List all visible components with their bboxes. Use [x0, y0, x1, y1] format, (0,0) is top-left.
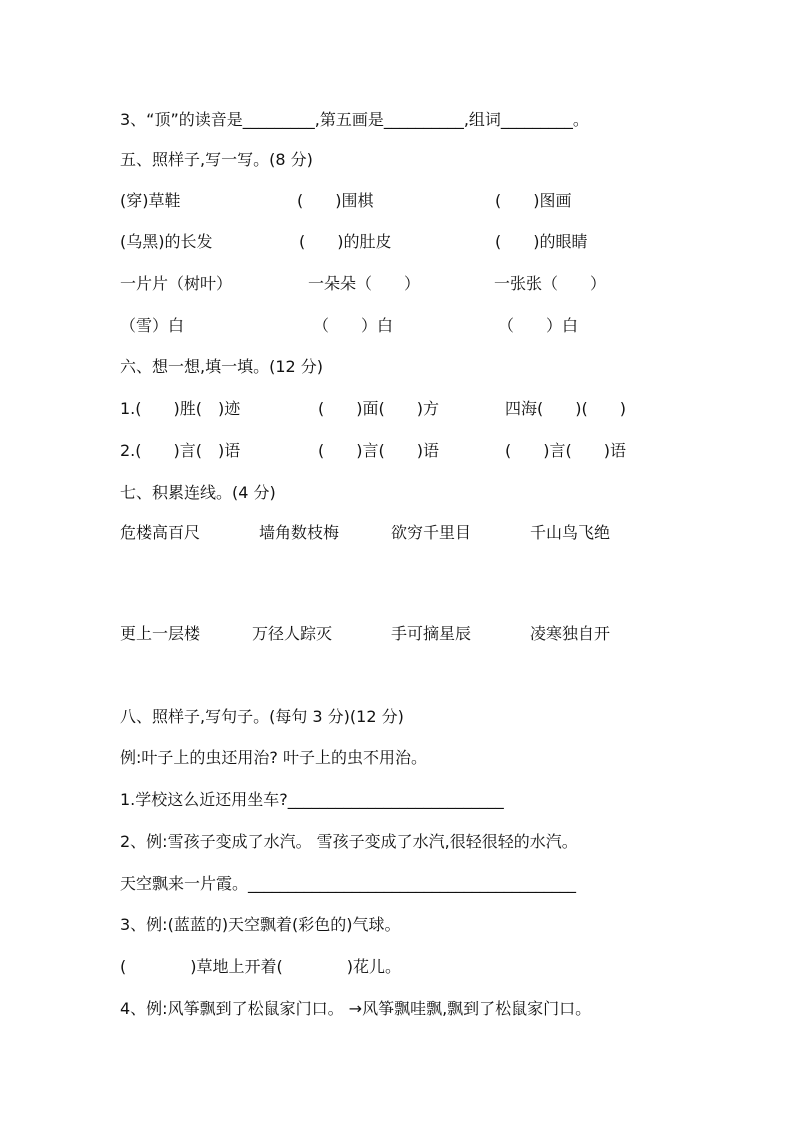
s8-q1: 1.学校这么近还用坐车?___________________________ [120, 790, 504, 809]
s6-r1-c3: 四海( )( ) [505, 399, 626, 418]
section-7-heading: 七、积累连线。(4 分) [120, 483, 276, 502]
s5-r1-c3: ( )图画 [495, 191, 572, 210]
s6-r1-c1: 1.( )胜( )迹 [120, 399, 241, 418]
s5-r2-c3: ( )的眼睛 [495, 232, 588, 251]
s8-q3-task: ( )草地上开着( )花儿。 [120, 957, 401, 976]
s6-r2-c1: 2.( )言( )语 [120, 441, 241, 460]
poem-line-bottom-3: 手可摘星辰 [391, 624, 472, 643]
poem-line-bottom-1: 更上一层楼 [120, 624, 201, 643]
s5-r2-c1: (乌黑)的长发 [120, 232, 213, 251]
poem-line-bottom-2: 万径人踪灭 [252, 624, 333, 643]
section-8-heading: 八、照样子,写句子。(每句 3 分)(12 分) [120, 707, 404, 726]
s5-r1-c2: ( )围棋 [297, 191, 374, 210]
s5-r2-c2: ( )的肚皮 [299, 232, 392, 251]
s5-r4-c3: （ ）白 [498, 316, 579, 335]
s5-r4-c1: （雪）白 [120, 316, 185, 335]
s5-r3-c1: 一片片（树叶） [120, 274, 233, 293]
poem-line-bottom-4: 凌寒独自开 [530, 624, 611, 643]
s8-q2: 2、例:雪孩子变成了水汽。 雪孩子变成了水汽,很轻很轻的水汽。 [120, 832, 578, 851]
s8-q4: 4、例:风筝飘到了松鼠家门口。 →风筝飘哇飘,飘到了松鼠家门口。 [120, 999, 592, 1018]
s8-q2-task: 天空飘来一片霞。_________________________________________ [120, 874, 577, 893]
poem-line-top-1: 危楼高百尺 [120, 523, 201, 542]
section-5-heading: 五、照样子,写一写。(8 分) [120, 150, 313, 169]
s5-r1-c1: (穿)草鞋 [120, 191, 181, 210]
poem-line-top-4: 千山鸟飞绝 [530, 523, 611, 542]
s8-q3: 3、例:(蓝蓝的)天空飘着(彩色的)气球。 [120, 915, 401, 934]
q3-line: 3、“顶”的读音是_________,第五画是__________,组词_________。 [120, 110, 589, 129]
s5-r3-c2: 一朵朵（ ） [308, 274, 421, 293]
poem-line-top-3: 欲穷千里目 [391, 523, 472, 542]
poem-line-top-2: 墙角数枝梅 [259, 523, 340, 542]
s5-r3-c3: 一张张（ ） [494, 274, 607, 293]
s6-r2-c3: ( )言( )语 [505, 441, 626, 460]
s6-r2-c2: ( )言( )语 [318, 441, 439, 460]
s6-r1-c2: ( )面( )方 [318, 399, 439, 418]
s8-example-1: 例:叶子上的虫还用治? 叶子上的虫不用治。 [120, 748, 427, 767]
s5-r4-c2: （ ）白 [313, 316, 394, 335]
section-6-heading: 六、想一想,填一填。(12 分) [120, 357, 324, 376]
